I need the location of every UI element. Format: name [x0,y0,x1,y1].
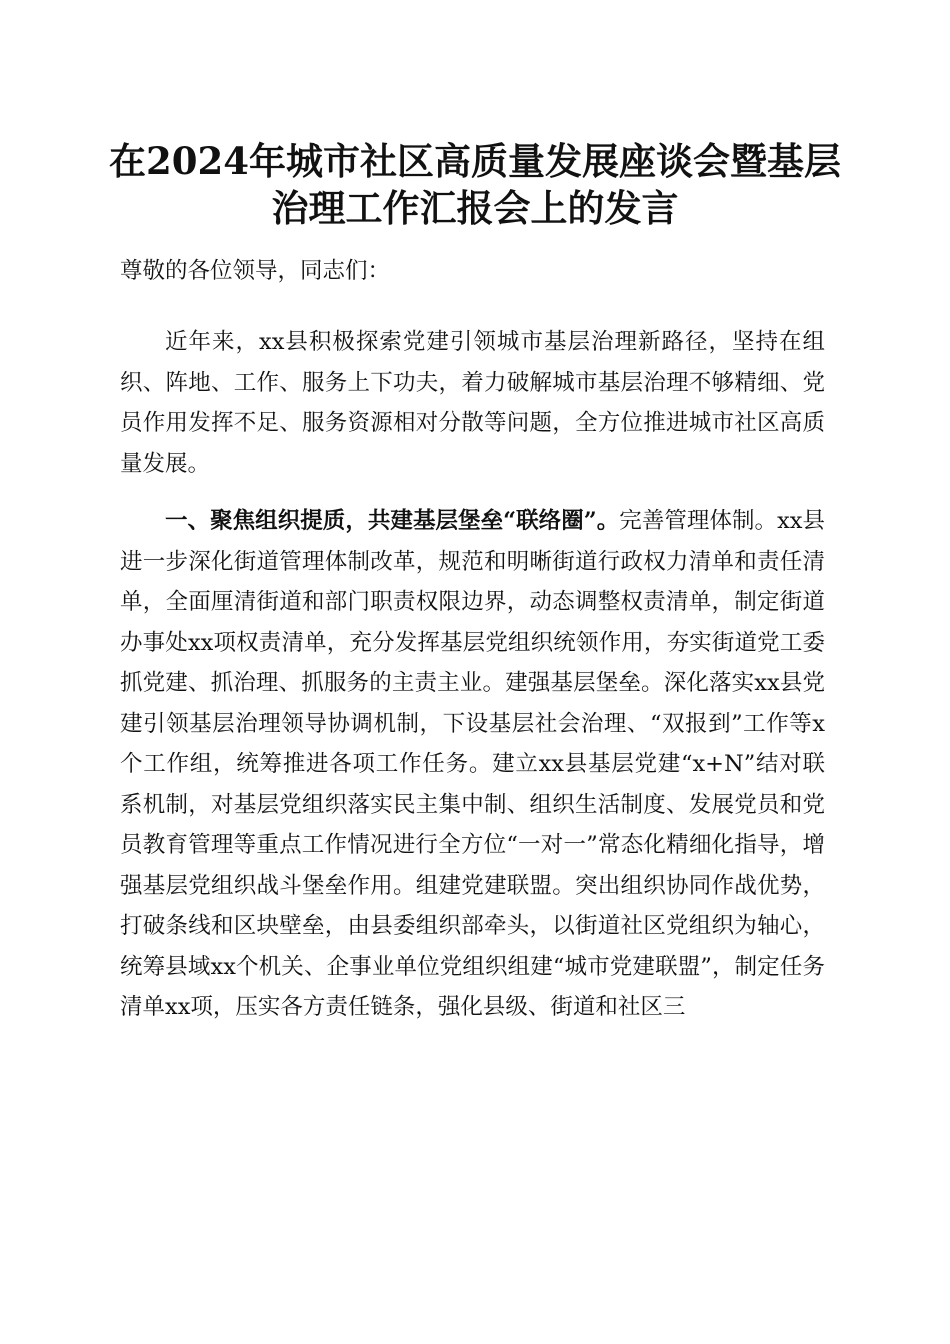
document-title-line-2: 治理工作汇报会上的发言 [271,186,679,230]
document-title-line-1: 在2024年城市社区高质量发展座谈会暨基层 [109,139,841,183]
section-heading: 一、聚焦组织提质，共建基层堡垒“联络圈”。 [165,508,620,534]
salutation: 尊敬的各位领导，同志们： [120,258,391,284]
section-body: 完善管理体制。xx县进一步深化街道管理体制改革，规范和明晰街道行政权力清单和责任清单，全面厘清街道和部门职责权限边界，动态调整权责清单，制定街道办事处xx项权责清单，充分发挥基层党组织统领作用，夯实街道党工委抓党建、抓治理、抓服务的主责主业。建强基层堡垒。深化落实xx县党建引领基层治理领导协调机制，下设基层社会治理、“双报到”工作等x个工作组，统筹推进各项工作任务。建立xx县基层党建“x+N”结对联系机制，对基层党组织落实民主集中制、组织生活制度、发展党员和党员教育管理等重点工作情况进行全方位“一对一”常态化精细化指导，增强基层党组织战斗堡垒作用。组建党建联盟。突出组织协同作战优势，打破条线和区块壁垒，由县委组织部牵头，以街道社区党组织为轴心，统筹县域xx个机关、企事业单位党组织组建“城市党建联盟”，制定任务清单xx项，压实各方责任链条，强化县级、街道和社区三 [120,508,825,1020]
paragraph-intro: 近年来，xx县积极探索党建引领城市基层治理新路径，坚持在组织、阵地、工作、服务上下功夫，着力破解城市基层治理不够精细、党员作用发挥不足、服务资源相对分散等问题，全方位推进城市社区高质量发展。 [120,329,825,477]
paragraph-section-one [120,501,825,1028]
